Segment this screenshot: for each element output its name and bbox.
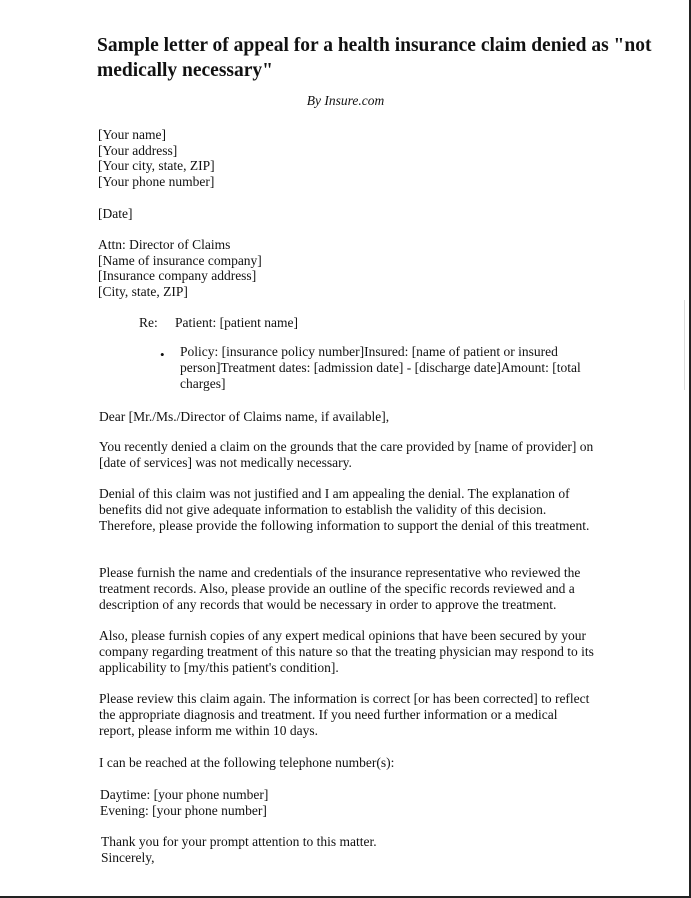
policy-details: Policy: [insurance policy number]Insured: [name of patient or insured person]Treatment dates: [admission date] - [discharge date]Amount: [total charges] [180, 344, 581, 391]
closing-block [101, 834, 377, 865]
document-title: Sample letter of appeal for a health insurance claim denied as "not medically necessary" [97, 35, 652, 81]
re-label: Re: [139, 315, 158, 330]
recipient-attn: Attn: Director of Claims [98, 237, 231, 252]
sender-name: [Your name] [98, 127, 166, 142]
bullet-icon: • [160, 347, 165, 362]
scan-artifact [684, 300, 685, 390]
byline: By Insure.com [306, 93, 385, 108]
paragraph-denial-notice: You recently denied a claim on the grounds that the care provided by [name of provider] on [date of services] was not medically necessary. [99, 439, 594, 470]
phone-block [100, 787, 268, 818]
recipient-address: [Insurance company address] [98, 268, 257, 283]
paragraph-contact: I can be reached at the following telephone number(s): [99, 755, 395, 770]
evening-phone: Evening: [your phone number] [100, 802, 267, 818]
salutation: Dear [Mr./Ms./Director of Claims name, if available], [99, 409, 390, 424]
paragraph-records-request: Please furnish the name and credentials of the insurance representative who reviewed the treatment records. Also, please provide an outline of the specific records reviewed and a description of any records that would be necessary in order to approve the treatment. [99, 565, 581, 612]
recipient-city: [City, state, ZIP] [98, 283, 188, 299]
closing-thanks: Thank you for your prompt attention to this matter. [101, 834, 377, 849]
recipient-address-block [98, 237, 262, 299]
date-line: [Date] [98, 206, 133, 221]
sender-address-block [98, 127, 215, 189]
sender-address: [Your address] [98, 142, 178, 158]
recipient-company: [Name of insurance company] [98, 252, 262, 268]
daytime-phone: Daytime: [your phone number] [100, 787, 269, 802]
sender-phone: [Your phone number] [98, 173, 215, 189]
sender-city: [Your city, state, ZIP] [98, 158, 215, 173]
re-patient: Patient: [patient name] [175, 315, 298, 330]
paragraph-review-request: Please review this claim again. The information is correct [or has been corrected] to reflect the appropriate diagnosis and treatment. If you need further information or a medical report, please inform me within 10 days. [99, 691, 590, 738]
closing-sincerely: Sincerely, [101, 849, 155, 865]
paragraph-appeal-reason: Denial of this claim was not justified and I am appealing the denial. The explanation of benefits did not give adequate information to establish the validity of this decision. Therefore, please provide the following information to support the denial of this treatment. [99, 486, 590, 533]
paragraph-expert-opinions: Also, please furnish copies of any expert medical opinions that have been secured by your company regarding treatment of this nature so that the treating physician may respond to its applicability to [my/this patient's condition]. [99, 628, 594, 675]
